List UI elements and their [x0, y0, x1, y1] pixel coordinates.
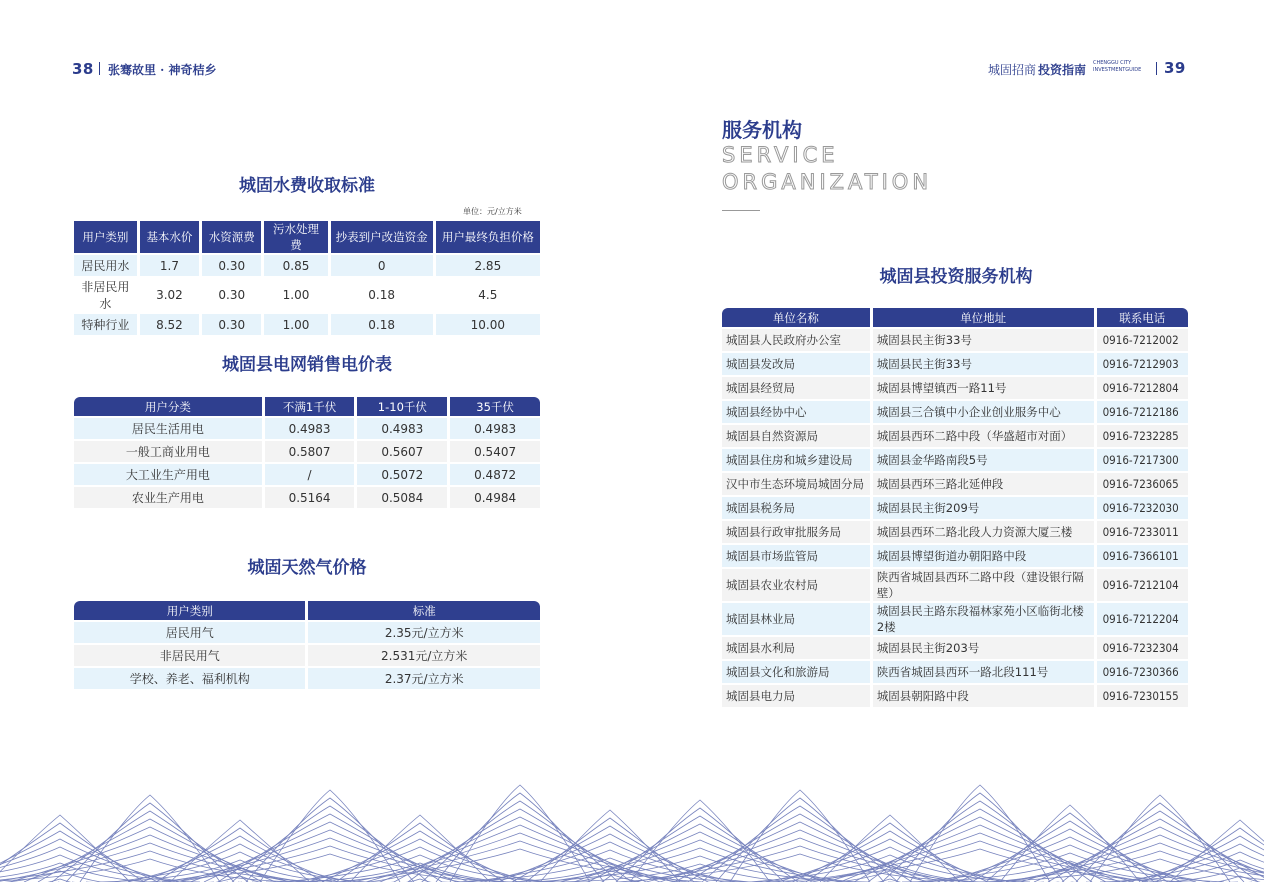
table-cell: 城固县文化和旅游局: [722, 661, 870, 683]
table-cell: 0.4983: [357, 418, 447, 439]
table-cell: 城固县金华路南段5号: [873, 449, 1094, 471]
water-table-title: 城固水费收取标准: [239, 176, 375, 196]
table-cell: 城固县民主街33号: [873, 329, 1094, 351]
table-cell: 一般工商业用电: [74, 441, 262, 462]
table-cell: 城固县自然资源局: [722, 425, 870, 447]
table-cell: 0916-7212104: [1097, 569, 1188, 601]
table-cell: 城固县博望镇西一路11号: [873, 377, 1094, 399]
right-header: [988, 60, 1198, 78]
table-cell: 城固县三合镇中小企业创业服务中心: [873, 401, 1094, 423]
table-row: [722, 377, 1188, 399]
column-header: 35千伏: [450, 397, 540, 416]
table-cell: 0.5164: [265, 487, 355, 508]
table-header-row: [74, 601, 540, 620]
gas-price-table: [71, 599, 543, 691]
table-cell: 10.00: [436, 314, 540, 335]
left-header-title: 张骞故里 · 神奇桔乡: [108, 63, 217, 77]
table-cell: 0916-7212186: [1097, 401, 1188, 423]
table-cell: 城固县市场监管局: [722, 545, 870, 567]
table-cell: 非居民用水: [81, 280, 130, 311]
power-table-title: 城固县电网销售电价表: [222, 355, 392, 375]
table-cell: 城固县发改局: [722, 353, 870, 375]
power-price-table: [71, 395, 543, 510]
column-header: 用户类别: [74, 221, 137, 253]
table-cell: 0.5072: [357, 464, 447, 485]
table-cell: 2.37元/立方米: [308, 668, 540, 689]
table-cell: 0916-7212903: [1097, 353, 1188, 375]
table-cell: 3.02: [156, 288, 183, 302]
table-cell: 汉中市生态环境局城固分局: [722, 473, 870, 495]
table-cell: 城固县博望街道办朝阳路中段: [873, 545, 1094, 567]
table-cell: 0916-7212002: [1097, 329, 1188, 351]
table-cell: 0916-7366101: [1097, 545, 1188, 567]
table-cell: 2.531元/立方米: [308, 645, 540, 666]
table-row: [722, 603, 1188, 635]
table-cell: 陕西省城固县西环二路中段（建设银行隔壁）: [873, 569, 1094, 601]
table-cell: 城固县电力局: [722, 685, 870, 707]
org-table-title: 城固县投资服务机构: [879, 267, 1033, 287]
table-cell: 城固县人民政府办公室: [722, 329, 870, 351]
table-cell: 0916-7212804: [1097, 377, 1188, 399]
table-row: [74, 314, 540, 335]
table-row: [722, 521, 1188, 543]
table-cell: 居民用水: [74, 255, 137, 276]
table-cell: 0916-7232304: [1097, 637, 1188, 659]
column-header: 水资源费: [202, 221, 261, 253]
table-cell: 0.30: [218, 288, 246, 302]
table-cell: 城固县行政审批服务局: [722, 521, 870, 543]
water-price-table: [71, 219, 543, 337]
table-row: [74, 487, 540, 508]
column-header: 标准: [308, 601, 540, 620]
table-row: [722, 425, 1188, 447]
table-cell: 0.18: [368, 288, 395, 302]
column-header: 单位地址: [873, 308, 1094, 327]
table-row: [722, 545, 1188, 567]
table-cell: 0.4983: [265, 418, 355, 439]
table-cell: 特种行业: [74, 314, 137, 335]
table-cell: 0.18: [331, 314, 433, 335]
table-row: [722, 569, 1188, 601]
table-cell: 0.4872: [450, 464, 540, 485]
table-row: [722, 449, 1188, 471]
table-cell: 0.85: [264, 255, 327, 276]
table-cell: 陕西省城固县西环一路北段111号: [873, 661, 1094, 683]
column-header: 联系电话: [1097, 308, 1188, 327]
table-row: [74, 278, 540, 312]
table-cell: 2.35元/立方米: [308, 622, 540, 643]
table-cell: 城固县林业局: [722, 603, 870, 635]
table-cell: 0.4983: [450, 418, 540, 439]
table-row: [722, 637, 1188, 659]
table-row: [722, 661, 1188, 683]
table-cell: 0.5084: [357, 487, 447, 508]
table-cell: /: [265, 464, 355, 485]
table-cell: 城固县民主街203号: [873, 637, 1094, 659]
table-row: [74, 645, 540, 666]
right-header-title-2: 投资指南: [1038, 63, 1087, 77]
column-header: 不满1千伏: [265, 397, 355, 416]
table-header-row: [74, 221, 540, 253]
table-cell: 城固县朝阳路中段: [873, 685, 1094, 707]
table-cell: 0.5407: [450, 441, 540, 462]
gas-table-title: 城固天然气价格: [247, 558, 367, 578]
table-cell: 8.52: [140, 314, 199, 335]
table-row: [74, 255, 540, 276]
table-cell: 非居民用气: [74, 645, 305, 666]
table-cell: 城固县民主街33号: [873, 353, 1094, 375]
table-cell: 1.00: [282, 288, 310, 302]
table-cell: 城固县西环二路中段（华盛超市对面）: [873, 425, 1094, 447]
table-header-row: [722, 308, 1188, 327]
table-cell: 0.5807: [265, 441, 355, 462]
column-header: 用户类别: [74, 601, 305, 620]
column-header: 1-10千伏: [357, 397, 447, 416]
table-cell: 学校、养老、福利机构: [74, 668, 305, 689]
table-row: [722, 473, 1188, 495]
table-header-row: [74, 397, 540, 416]
water-unit: 单位：元/立方米: [463, 207, 522, 216]
table-cell: 0.5607: [357, 441, 447, 462]
table-row: [722, 685, 1188, 707]
table-row: [722, 497, 1188, 519]
table-cell: 城固县住房和城乡建设局: [722, 449, 870, 471]
table-cell: 0916-7217300: [1097, 449, 1188, 471]
table-row: [74, 622, 540, 643]
table-cell: 0916-7232285: [1097, 425, 1188, 447]
table-cell: 城固县农业农村局: [722, 569, 870, 601]
table-cell: 城固县经贸局: [722, 377, 870, 399]
table-cell: 0: [331, 255, 433, 276]
table-cell: 0916-7232030: [1097, 497, 1188, 519]
table-cell: 居民用气: [74, 622, 305, 643]
page-number-left: 38: [72, 60, 94, 78]
table-row: [74, 441, 540, 462]
mountain-decoration: [0, 760, 1264, 882]
column-header: 污水处理费: [264, 221, 327, 253]
table-cell: 城固县民主路东段福林家苑小区临街北楼2楼: [873, 603, 1094, 635]
table-cell: 居民生活用电: [74, 418, 262, 439]
table-row: [722, 401, 1188, 423]
header-divider-right: [1156, 62, 1157, 75]
table-cell: 0916-7230155: [1097, 685, 1188, 707]
right-header-title-1: 城固招商: [988, 63, 1037, 77]
table-row: [722, 353, 1188, 375]
table-cell: 2.85: [436, 255, 540, 276]
table-cell: 0.30: [202, 314, 261, 335]
table-cell: 大工业生产用电: [74, 464, 262, 485]
table-cell: 城固县经协中心: [722, 401, 870, 423]
table-cell: 4.5: [478, 288, 498, 302]
table-cell: 城固县民主街209号: [873, 497, 1094, 519]
service-title-en-1: SERVICE: [722, 143, 839, 167]
table-cell: 0916-7212204: [1097, 603, 1188, 635]
table-row: [74, 668, 540, 689]
service-title-en-2: ORGANIZATION: [722, 170, 933, 194]
table-cell: 城固县水利局: [722, 637, 870, 659]
title-underline: [722, 210, 760, 211]
service-organization-table: [719, 306, 1191, 709]
column-header: 单位名称: [722, 308, 870, 327]
table-cell: 农业生产用电: [74, 487, 262, 508]
table-row: [74, 464, 540, 485]
table-cell: 0916-7233011: [1097, 521, 1188, 543]
right-header-en-1: CHENGGU CITY: [1093, 60, 1132, 66]
column-header: 用户分类: [74, 397, 262, 416]
table-cell: 城固县西环二路北段人力资源大厦三楼: [873, 521, 1094, 543]
table-row: [722, 329, 1188, 351]
right-header-en-2: INVESTMENTGUIDE: [1093, 67, 1142, 73]
table-cell: 城固县税务局: [722, 497, 870, 519]
page-number-right: 39: [1164, 59, 1186, 77]
column-header: 抄表到户改造资金: [331, 221, 433, 253]
column-header: 基本水价: [140, 221, 199, 253]
table-cell: 1.7: [140, 255, 199, 276]
table-cell: 城固县西环三路北延伸段: [873, 473, 1094, 495]
table-cell: 0.30: [202, 255, 261, 276]
column-header: 用户最终负担价格: [436, 221, 540, 253]
service-title-cn: 服务机构: [722, 118, 802, 142]
header-divider: [99, 62, 100, 75]
table-row: [74, 418, 540, 439]
table-cell: 1.00: [264, 314, 327, 335]
table-cell: 0.4984: [450, 487, 540, 508]
table-cell: 0916-7230366: [1097, 661, 1188, 683]
table-cell: 0916-7236065: [1097, 473, 1188, 495]
